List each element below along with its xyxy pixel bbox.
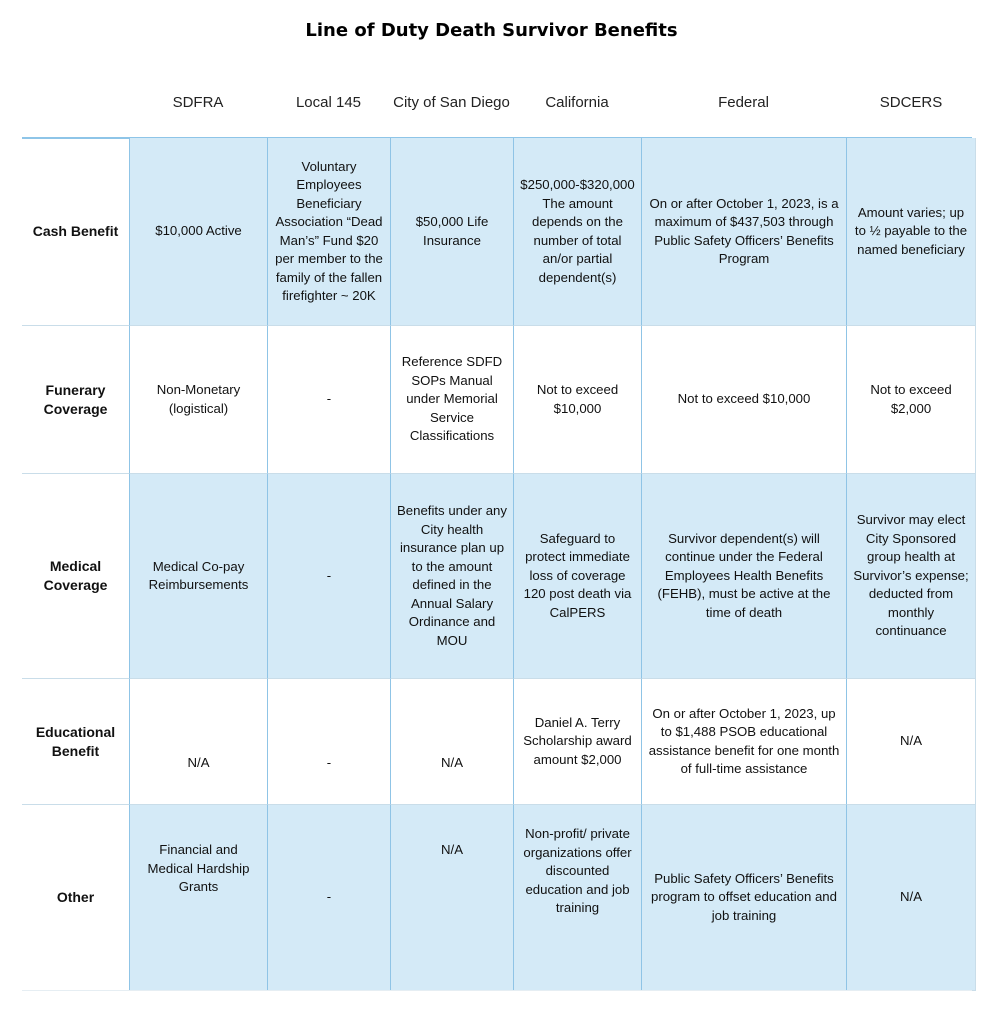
row-label-other: Other xyxy=(22,805,129,991)
cell-other-federal: Public Safety Officers’ Benefits program to offset education and job training xyxy=(641,805,846,991)
column-header-sdfra: SDFRA xyxy=(172,94,224,111)
page-title: Line of Duty Death Survivor Benefits xyxy=(305,20,678,41)
cell-funerary-federal: Not to exceed $10,000 xyxy=(641,326,846,474)
cell-educational-local-145: - xyxy=(267,679,390,805)
header-corner xyxy=(22,86,129,138)
cell-medical-sdfra: Medical Co-pay Reimbursements xyxy=(129,474,267,679)
row-label-cash-benefit: Cash Benefit xyxy=(22,138,129,326)
column-header-city-of-san-diego: City of San Diego xyxy=(393,94,510,111)
benefits-table xyxy=(22,86,976,991)
cell-funerary-sdfra: Non-Monetary (logistical) xyxy=(129,326,267,474)
cell-medical-city: Benefits under any City health insurance plan up to the amount defined in the Annual Salary Ordinance and MOU xyxy=(390,474,513,679)
table-bottom-rule xyxy=(22,990,972,991)
cell-educational-city: N/A xyxy=(390,679,513,805)
cell-cash-federal: On or after October 1, 2023, is a maximum of $437,503 through Public Safety Officers’ Benefits Program xyxy=(641,138,846,326)
cell-funerary-california: Not to exceed $10,000 xyxy=(513,326,641,474)
column-header-federal: Federal xyxy=(718,94,769,111)
row-label-educational-benefit: Educational Benefit xyxy=(22,679,129,805)
cell-educational-california: Daniel A. Terry Scholarship award amount $2,000 xyxy=(513,679,641,805)
cell-medical-sdcers: Survivor may elect City Sponsored group health at Survivor’s expense; deducted from monthly continuance xyxy=(846,474,976,679)
cell-other-california: Non-profit/ private organizations offer discounted education and job training xyxy=(513,805,641,991)
cell-cash-california: $250,000-$320,000 The amount depends on the number of total an/or partial dependent(s) xyxy=(513,138,641,326)
cell-funerary-local-145: - xyxy=(267,326,390,474)
cell-medical-federal: Survivor dependent(s) will continue under the Federal Employees Health Benefits (FEHB), must be active at the time of death xyxy=(641,474,846,679)
column-header-sdcers: SDCERS xyxy=(879,94,943,111)
row-label-medical-coverage: Medical Coverage xyxy=(22,474,129,679)
cell-other-city: N/A xyxy=(390,805,513,991)
row-label-funerary-coverage: Funerary Coverage xyxy=(22,326,129,474)
column-header-local-145: Local 145 xyxy=(295,94,362,111)
cell-funerary-city: Reference SDFD SOPs Manual under Memorial Service Classifications xyxy=(390,326,513,474)
cell-other-sdcers: N/A xyxy=(846,805,976,991)
cell-cash-sdcers: Amount varies; up to ½ payable to the named beneficiary xyxy=(846,138,976,326)
cell-educational-sdcers: N/A xyxy=(846,679,976,805)
cell-cash-sdfra: $10,000 Active xyxy=(129,138,267,326)
cell-medical-local-145: - xyxy=(267,474,390,679)
column-header-california: California xyxy=(545,94,609,111)
cell-other-sdfra: Financial and Medical Hardship Grants xyxy=(129,805,267,991)
cell-medical-california: Safeguard to protect immediate loss of coverage 120 post death via CalPERS xyxy=(513,474,641,679)
cell-cash-city: $50,000 Life Insurance xyxy=(390,138,513,326)
cell-cash-local-145: Voluntary Employees Beneficiary Association “Dead Man’s” Fund $20 per member to the family of the fallen firefighter ~ 20K xyxy=(267,138,390,326)
cell-educational-federal: On or after October 1, 2023, up to $1,488 PSOB educational assistance benefit for one month of full-time assistance xyxy=(641,679,846,805)
cell-funerary-sdcers: Not to exceed $2,000 xyxy=(846,326,976,474)
cell-educational-sdfra: N/A xyxy=(129,679,267,805)
cell-other-local-145: - xyxy=(267,805,390,991)
